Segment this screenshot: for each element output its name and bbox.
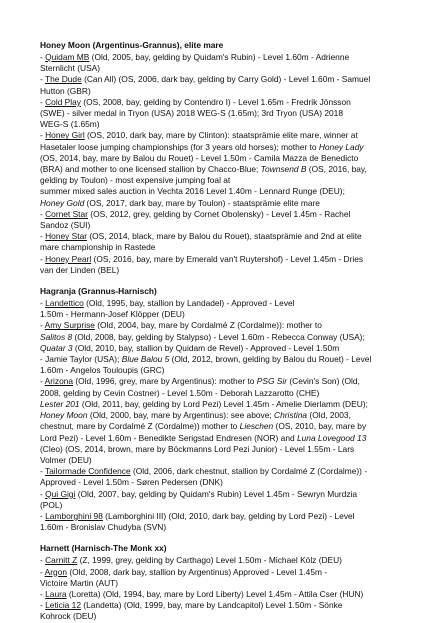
horse-name-link: Cold Play xyxy=(45,96,81,107)
entry-text: - xyxy=(40,600,46,611)
offspring-name: Christina xyxy=(274,410,308,421)
entry-text: (Old, 2008, bay, gelding by Stalypso) - Level 1.60m - Rebecca Conway (USA); xyxy=(72,331,365,342)
entry-text: (Old, 2010, bay, stallion by Quidam de Revel) - Approved - Level 1.50m xyxy=(72,342,340,353)
list-item xyxy=(40,589,386,600)
offspring-name: Blue Balou 5 xyxy=(121,354,170,365)
horse-name-link: Cornet Star xyxy=(45,208,88,219)
horse-name-link: Tailormade Confidence xyxy=(44,466,131,477)
list-item xyxy=(40,567,386,589)
entry-text: (Cevin's Son) (Old, xyxy=(287,376,360,387)
entry-text: - xyxy=(40,298,46,309)
entry-text: (Old, 2011, bay, gelding by Lord Pezi) Level 1.45m - Amelie Dierlamm (DEU); xyxy=(79,398,368,409)
list-item xyxy=(40,320,386,354)
entry-text: (Old, 2003, xyxy=(307,410,351,421)
entry-text: Lord Pezi) - Level 1.60m - Benedikte Serigstad Endresen (NOR) and xyxy=(40,432,297,443)
entry-text: (Can All) (OS, 2006, dark bay, gelding by Carry Gold) - Level 1.60m - Samuel xyxy=(81,74,371,85)
horse-name-link: Landettico xyxy=(45,298,84,309)
list-item xyxy=(40,74,386,96)
entry-text: (Old, 2005, bay, gelding by Quidam's Rubin) - Level 1.60m - Adrienne xyxy=(89,52,350,62)
entry-text: Kohrock (DEU) xyxy=(40,611,97,622)
entry-text: - xyxy=(40,208,46,219)
entry-text: gelding by Toulon) - most expensive jumping foal at xyxy=(40,175,231,186)
list-item xyxy=(40,600,386,622)
horse-name-link: The Dude xyxy=(44,74,82,85)
list-item xyxy=(40,298,386,320)
entry-text: - xyxy=(40,510,46,521)
entry-text: (Cleo) (OS, 2014, brown, mare by Böckmanns Lord Pezi Junior) - Level 1.55m - Lars xyxy=(40,443,355,454)
entry-text: 1.60m - Angelos Touloupis (GRC) xyxy=(40,365,165,376)
entry-text: - xyxy=(40,555,46,566)
entry-text: (Old, 1996, grey, mare by Argentinus): mother to xyxy=(73,376,257,387)
offspring-name: Salitos 8 xyxy=(40,331,73,342)
list-item xyxy=(40,52,386,74)
list-item xyxy=(40,466,386,488)
entry-list xyxy=(40,298,386,533)
entry-text: (OS, 2014, black, mare by Balou du Rouet), staatsprämie and 2nd at elite xyxy=(87,231,362,242)
horse-name-link: Honey Pearl xyxy=(45,253,92,264)
entry-text: - xyxy=(40,130,46,141)
entry-text: (Loretta) (Old, 1994, bay, mare by Lord Liberty) Level 1.45m - Attila Cser (HUN) xyxy=(66,588,364,599)
entry-text: chestnut, mare by Cordalmé Z (Cordalme)) mother to xyxy=(40,421,240,432)
entry-text: (OS, 2010, bay, mare by xyxy=(273,421,367,432)
horse-name-link: Laura xyxy=(45,588,67,599)
horse-name-link: Amy Surprise xyxy=(44,320,95,331)
entry-text: - xyxy=(40,74,45,85)
entry-text: (Old, 2006, dark chestnut, stallion by Cordalmé Z (Cordalme)) - xyxy=(130,466,368,477)
entry-text: van der Linden (BEL) xyxy=(40,264,120,275)
entry-text: - xyxy=(40,488,46,499)
section-hagranja xyxy=(40,286,386,533)
horse-name-link: Quidam MB xyxy=(45,52,90,62)
horse-name-link: Carnitt Z xyxy=(45,555,78,566)
entry-text: (Old, 2004, bay, mare by Cordalmé Z (Cordalme)): mother to xyxy=(94,320,322,331)
offspring-name: PSG Sir xyxy=(256,376,288,387)
section-harnett xyxy=(40,543,386,622)
entry-text: - xyxy=(40,52,46,62)
entry-text: WEG-S (1.65m) xyxy=(40,119,100,130)
horse-name-link: Arizona xyxy=(44,376,74,387)
horse-name-link: Honey Girl xyxy=(45,130,85,141)
horse-name-link: Qui Gigi xyxy=(45,488,76,499)
section-heading: Honey Moon (Argentinus-Grannus), elite mare xyxy=(40,40,224,50)
horse-name-link: Leticia 12 xyxy=(45,600,81,611)
offspring-name: Luna Lovegood 13 xyxy=(296,432,367,443)
entry-text: Sandoz (SUI) xyxy=(40,220,91,231)
offspring-name: Townsend B xyxy=(260,164,307,175)
horse-name-link: Lamborghini 98 xyxy=(45,510,103,521)
list-item xyxy=(40,354,386,376)
list-item xyxy=(40,231,386,253)
entry-text: 1.50m - Hermann-Josef Klöpper (DEU) xyxy=(40,309,185,320)
entry-text: (Old, 2008, dark bay, stallion by Argentinus) Approved - Level 1.45m - xyxy=(67,566,328,577)
entry-list xyxy=(40,52,386,276)
entry-text: Hasetaler loose jumping championships (for 3 years old horses); mother to xyxy=(40,141,319,152)
list-item xyxy=(40,254,386,276)
entry-text: (OS, 2014, bay, mare by Balou du Rouet) - Level 1.50m - Camila Mazza de Benedicto xyxy=(40,152,359,163)
entry-text: (Old, 2000, bay, mare by Argentinus): see above; xyxy=(87,410,275,421)
offspring-name: Honey Moon xyxy=(40,410,88,421)
offspring-name: Lieschen xyxy=(239,421,274,432)
entry-text: (OS, 2016, bay, xyxy=(306,164,367,175)
entry-text: (BRA) and mother to one licensed stallion by Chacco-Blue; xyxy=(40,164,261,175)
entry-text: Sternlicht (USA) xyxy=(40,63,101,74)
entry-text: 1.60m - Bronislav Chudyba (SVN) xyxy=(40,522,167,533)
entry-text: mare championship in Rastede xyxy=(40,242,156,253)
entry-text: (OS, 2012, grey, gelding by Cornet Obolensky) - Level 1.45m - Rachel xyxy=(87,208,351,219)
entry-text: (Z, 1999, grey, gelding by Carthago) Level 1.50m - Michael Kölz (DEU) xyxy=(77,555,342,566)
offspring-name: Honey Lady xyxy=(318,141,364,152)
offspring-name: Lester 201 xyxy=(40,398,80,409)
entry-text: - xyxy=(40,588,46,599)
entry-text: (Old, 2012, brown, gelding by Balou du Rouet) - Level xyxy=(169,354,372,365)
entry-text: (Old, 1995, bay, stallion by Landadel) - Approved - Level xyxy=(83,298,295,309)
entry-text: - Jamie Taylor (USA); xyxy=(40,354,122,365)
list-item xyxy=(40,555,386,566)
entry-text: (SWE) - silver medal in Tryon (USA) 2018 WEG-S (1.65m); 3rd Tryon (USA) 2018 xyxy=(40,108,343,119)
list-item xyxy=(40,511,386,533)
section-heading: Hagranja (Grannus-Harnisch) xyxy=(40,286,157,297)
entry-text: - xyxy=(40,320,45,331)
offspring-name: Quatar 3 xyxy=(40,342,73,353)
entry-text: (OS, 2010, dark bay, mare by Clinton): staatsprämie elite mare, winner at xyxy=(84,130,358,141)
entry-text: 2008, gelding by Cevin Costner) - Level 1.50m - Deborah Lazzarotto (CHE) xyxy=(40,387,320,398)
entry-text: Approved - Level 1.50m - Søren Pedersen (DNK) xyxy=(40,477,223,488)
horse-name-link: Honey Star xyxy=(45,231,88,242)
entry-text: - xyxy=(40,231,46,242)
entry-text: (OS, 2016, bay, mare by Emerald van't Ruytershof) - Level 1.45m - Dries xyxy=(91,253,364,264)
entry-text: (Lamborghini III) (Old, 2010, dark bay, gelding by Lord Pezi) - Level xyxy=(102,510,355,521)
list-item xyxy=(40,489,386,511)
entry-text: Hutton (GBR) xyxy=(40,85,91,96)
horse-name-link: Argon xyxy=(44,566,68,577)
list-item xyxy=(40,97,386,131)
entry-text: summer mixed sales auction in Vechta 2016 Level 1.40m - Lennard Runge (DEU); xyxy=(40,186,345,197)
entry-text: (Old, 2007, bay, gelding by Quidam's Rubin) Level 1.45m - Sewryn Murdzia xyxy=(75,488,358,499)
list-item xyxy=(40,130,386,208)
entry-text: (OS, 2017, dark bay, mare by Toulon) - staatsprämie elite mare xyxy=(84,197,320,208)
list-item xyxy=(40,209,386,231)
entry-text: - xyxy=(40,96,46,107)
entry-text: (POL) xyxy=(40,499,63,510)
entry-text: Volmer (DEU) xyxy=(40,454,92,465)
entry-text: - xyxy=(40,376,45,387)
offspring-name: Honey Gold xyxy=(40,197,85,208)
entry-list xyxy=(40,555,386,622)
entry-text: (Landetta) (Old, 1999, bay, mare by Landcapitol) Level 1.50m - Sönke xyxy=(80,600,343,611)
entry-text: - xyxy=(40,253,46,264)
entry-text: (OS, 2008, bay, gelding by Contendro I) - Level 1.65m - Fredrik Jönsson xyxy=(80,96,351,107)
section-heading: Harnett (Harnisch-The Monk xx) xyxy=(40,543,167,554)
entry-text: - xyxy=(40,466,45,477)
entry-text: Victoire Martin (AUT) xyxy=(40,577,119,588)
entry-text: - xyxy=(40,566,45,577)
section-honey-moon xyxy=(40,40,386,276)
list-item xyxy=(40,376,386,466)
